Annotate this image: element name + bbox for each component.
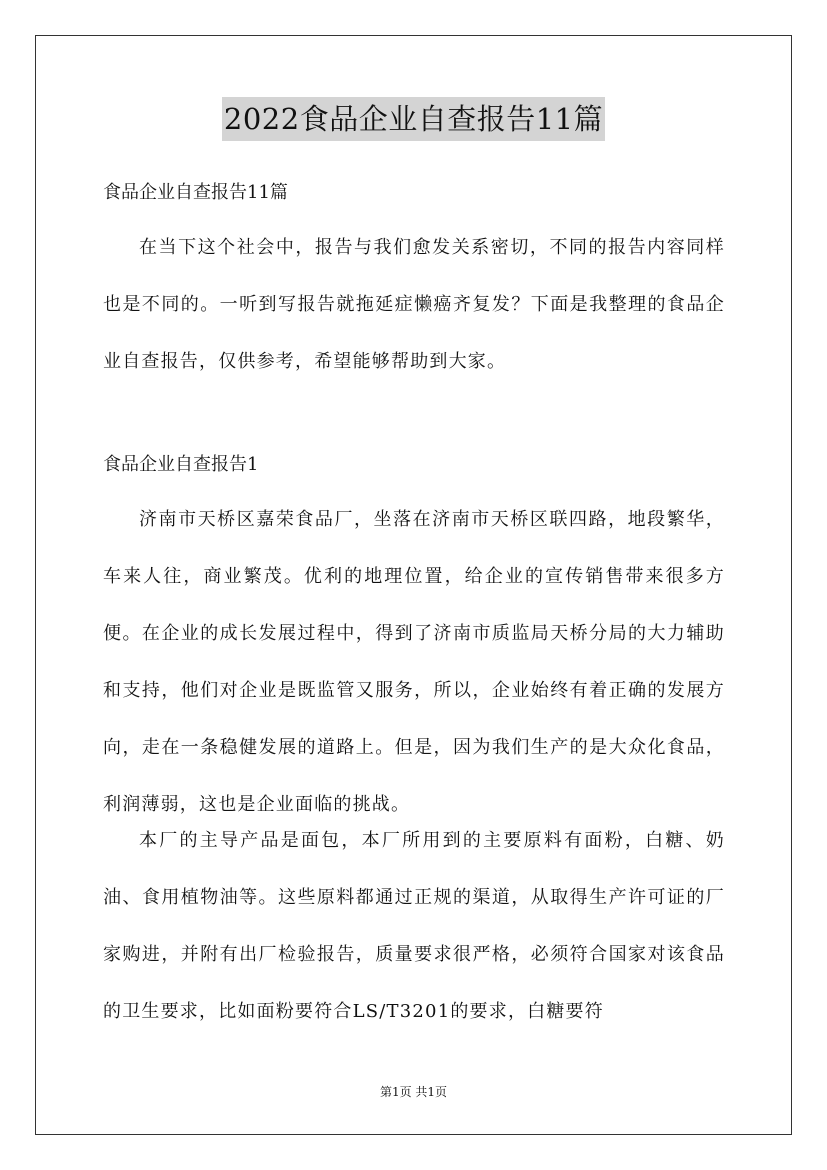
body-paragraph-1: 济南市天桥区嘉荣食品厂，坐落在济南市天桥区联四路，地段繁华，车来人往，商业繁茂。优利的地理位置，给企业的宣传销售带来很多方便。在企业的成长发展过程中，得到了济南市质监局天桥分局的大力辅助和支持，他们对企业是既监管又服务，所以，企业始终有着正确的发展方向，走在一条稳健发展的道路上。但是，因为我们生产的是大众化食品，利润薄弱，这也是企业面临的挑战。 [103, 509, 725, 815]
section-heading: 食品企业自查报告1 [103, 454, 259, 475]
intro-paragraph: 在当下这个社会中，报告与我们愈发关系密切，不同的报告内容同样也是不同的。一听到写报告就拖延症懒癌齐复发？下面是我整理的食品企业自查报告，仅供参考，希望能够帮助到大家。 [103, 237, 725, 372]
title-container [0, 97, 827, 141]
page-footer: 第1页 共1页 [379, 1085, 448, 1099]
body-paragraph-2: 本厂的主导产品是面包，本厂所用到的主要原料有面粉，白糖、奶油、食用植物油等。这些原料都通过正规的渠道，从取得生产许可证的厂家购进，并附有出厂检验报告，质量要求很严格，必须符合国家对该食品的卫生要求，比如面粉要符合LS/T3201的要求，白糖要符 [103, 830, 725, 1022]
document-title: 2022食品企业自查报告11篇 [222, 97, 605, 141]
document-subtitle: 食品企业自查报告11篇 [103, 182, 288, 203]
